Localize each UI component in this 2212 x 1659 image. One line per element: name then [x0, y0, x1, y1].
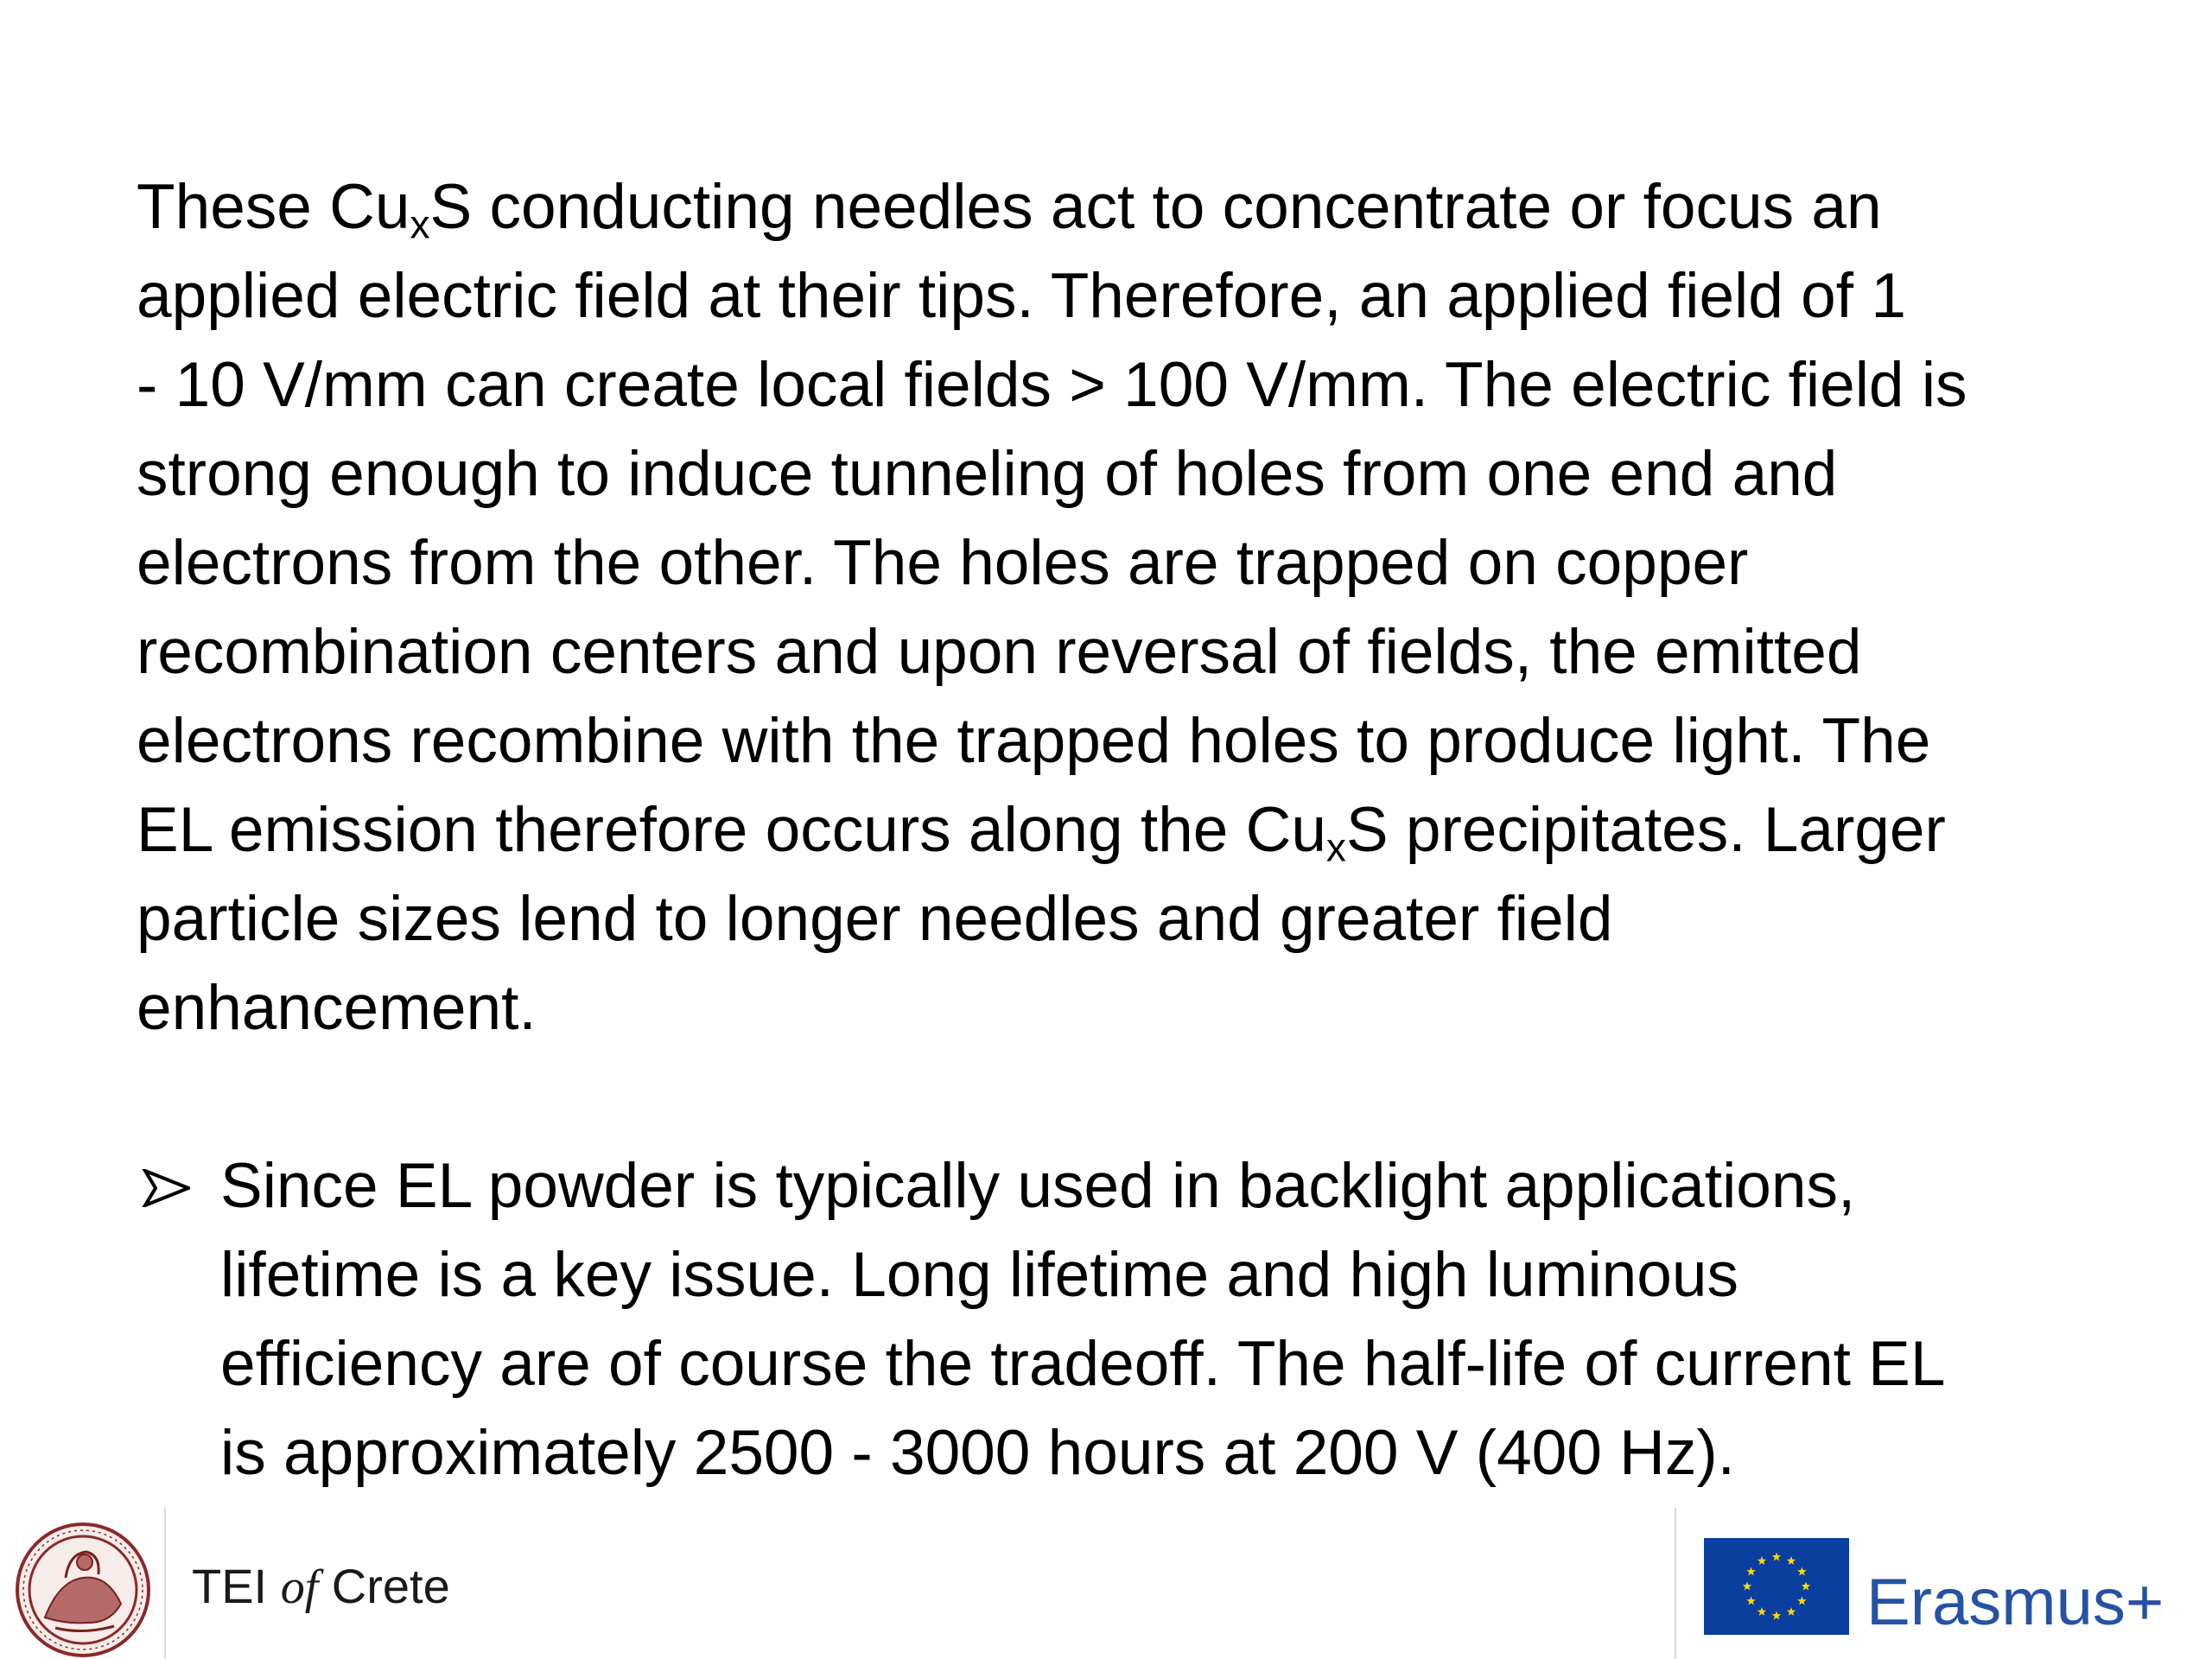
bullet-item — [137, 1141, 2115, 1497]
bullet-line-3: efficiency are of course the tradeoff. The half-life of current EL — [220, 1329, 1946, 1399]
university-seal-icon — [14, 1521, 152, 1659]
institution-name: TEI of Crete — [192, 1559, 450, 1614]
slide-body — [137, 162, 2115, 1497]
footer — [0, 1508, 2212, 1659]
paragraph-line-2: applied electric field at their tips. Therefore, an applied field of 1 — [137, 261, 1906, 331]
bullet-line-2: lifetime is a key issue. Long lifetime and high luminous — [220, 1240, 1738, 1310]
paragraph-line-9: particle sizes lend to longer needles and greater field — [137, 884, 1613, 954]
paragraph-line-5: electrons from the other. The holes are trapped on copper — [137, 528, 1749, 598]
paragraph-line-10: enhancement. — [137, 973, 537, 1043]
paragraph-line-8: EL emission therefore occurs along the $Cu_xS$ precipitates. Larger — [137, 795, 1946, 870]
eu-flag-icon — [1704, 1538, 1849, 1635]
footer-divider-right — [1675, 1508, 1676, 1659]
paragraph-line-1: These $Cu_xS$ conducting needles act to concentrate or focus an — [137, 172, 1882, 247]
subscript-x: x — [1325, 824, 1346, 870]
paragraph-line-7: electrons recombine with the trapped holes to produce light. The — [137, 706, 1931, 776]
subscript-x: x — [410, 201, 430, 247]
bullet-line-4: is approximately 2500 - 3000 hours at 200 V (400 Hz). — [220, 1418, 1735, 1488]
paragraph-line-4: strong enough to induce tunneling of holes from one end and — [137, 439, 1838, 509]
bullet-line-1: Since EL powder is typically used in backlight applications, — [220, 1151, 1856, 1221]
paragraph-line-6: recombination centers and upon reversal of fields, the emitted — [137, 617, 1862, 687]
main-paragraph — [137, 162, 2115, 1052]
footer-divider-left — [164, 1508, 166, 1659]
arrow-bullet-icon — [142, 1169, 190, 1207]
paragraph-line-3: - 10 V/mm can create local fields > 100 V/mm. The electric field is — [137, 350, 1967, 420]
erasmus-logo: Erasmus+ — [1866, 1566, 2164, 1639]
